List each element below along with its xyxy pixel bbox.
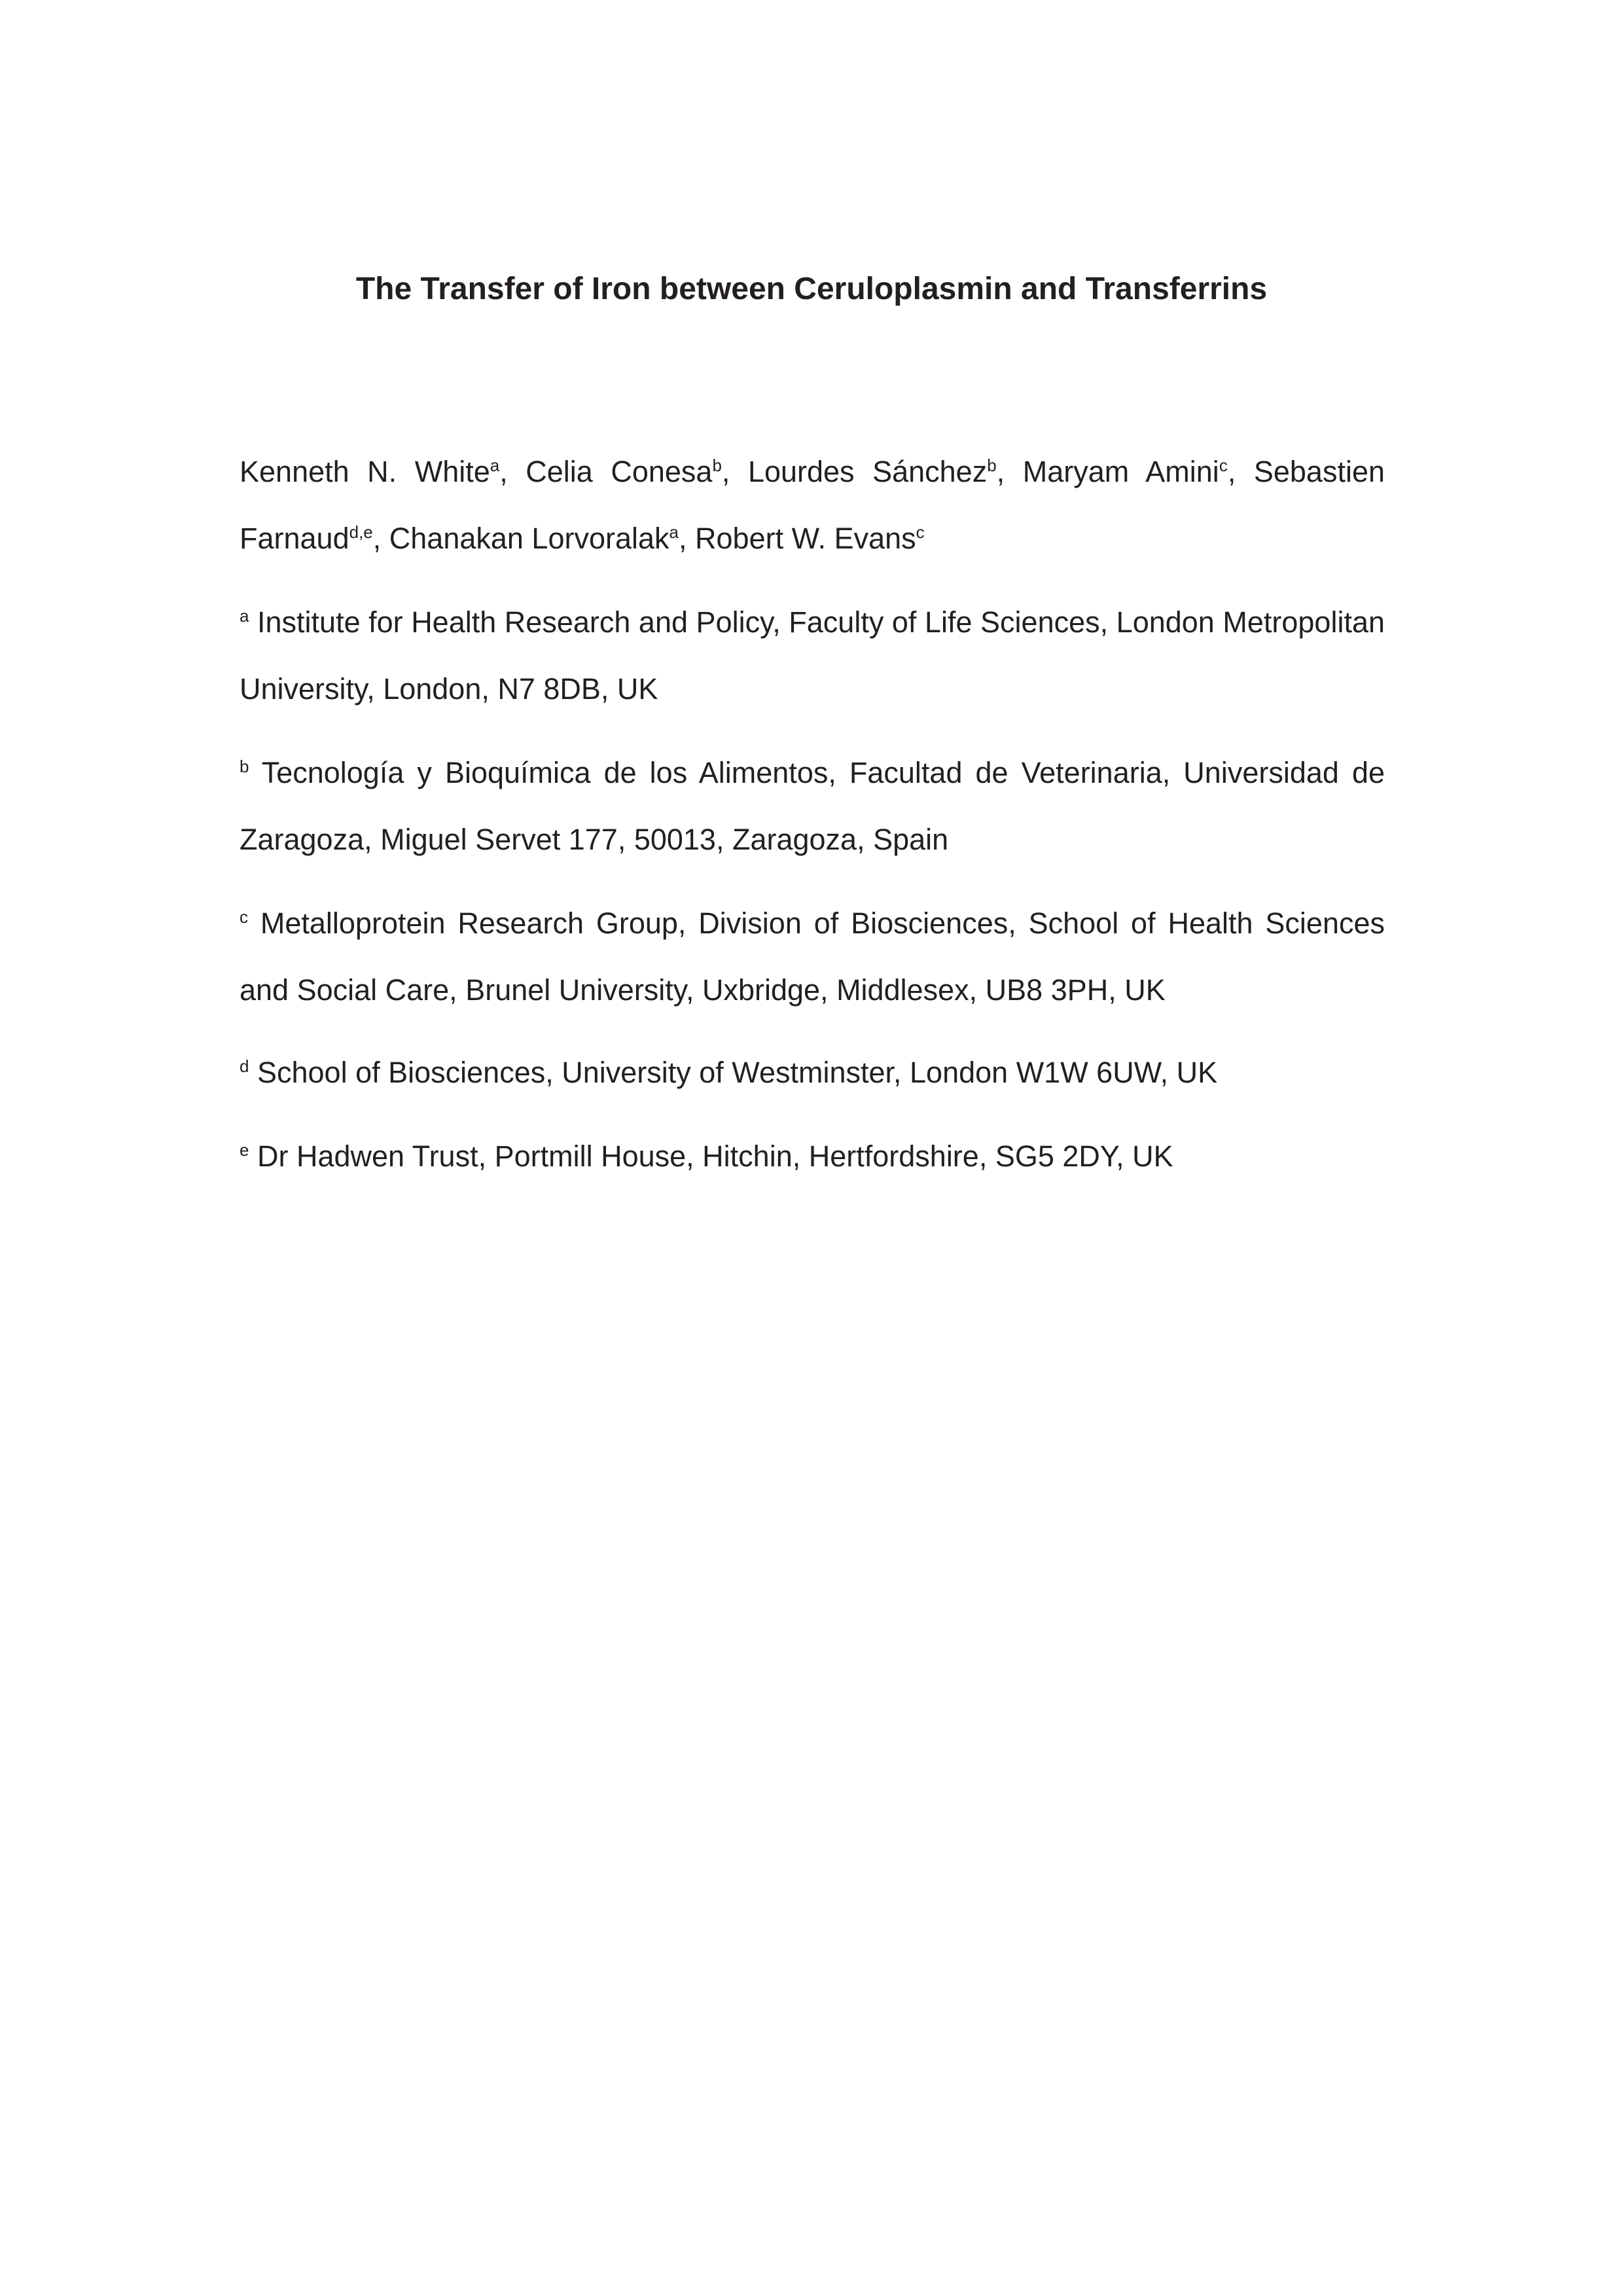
author-name: , Robert W. Evans xyxy=(679,522,916,555)
affiliation-marker: d xyxy=(240,1056,249,1076)
author-name: , Sebastien xyxy=(1227,455,1385,488)
affiliation-line: $^e$ Dr Hadwen Trust, Portmill House, Hitchin, Hertfordshire, SG5 2DY, UK xyxy=(240,1139,1173,1173)
author-line-2 xyxy=(240,505,1385,572)
author-name: , Lourdes Sánchez xyxy=(721,455,988,488)
affiliation-marker: a xyxy=(240,606,249,626)
affiliation-line: Zaragoza, Miguel Servet 177, 50013, Zaragoza, Spain xyxy=(240,823,949,856)
affiliation-e xyxy=(240,1123,1385,1190)
affiliation-marker: c xyxy=(240,907,248,927)
affiliation-line: and Social Care, Brunel University, Uxbridge, Middlesex, UB8 3PH, UK xyxy=(240,973,1166,1007)
affiliation-marker: e xyxy=(240,1140,249,1160)
paper-title: The Transfer of Iron between Ceruloplasmin and Transferrins xyxy=(355,272,1268,306)
affiliation-marker: c xyxy=(1219,456,1228,475)
author-list xyxy=(240,439,1385,572)
affiliation-d xyxy=(240,1039,1385,1106)
author-name: , Maryam Amini xyxy=(996,455,1219,488)
affiliation-b xyxy=(240,740,1385,873)
author-line-1 xyxy=(240,439,1385,505)
affiliation-c xyxy=(240,890,1385,1024)
affiliation-marker: b xyxy=(712,456,722,475)
affiliation-marker: a xyxy=(669,522,679,542)
affiliation-line: $^b$ Tecnología y Bioquímica de los Alimentos, Facultad de Veterinaria, Universidad de xyxy=(240,756,1385,789)
author-name: Farnaud xyxy=(240,522,349,555)
affiliation-line: $^d$ School of Biosciences, University of Westminster, London W1W 6UW, UK xyxy=(240,1056,1218,1089)
affiliation-line: University, London, N7 8DB, UK xyxy=(240,672,658,706)
affiliation-line: $^a$ Institute for Health Research and Policy, Faculty of Life Sciences, London Metropolitan xyxy=(240,605,1385,639)
affiliation-marker: b xyxy=(987,456,997,475)
author-name: , Celia Conesa xyxy=(499,455,713,488)
author-name: Kenneth N. White xyxy=(240,455,490,488)
affiliation-marker: b xyxy=(240,757,249,776)
affiliation-a xyxy=(240,589,1385,723)
affiliation-marker: a xyxy=(490,456,500,475)
affiliation-line: $^c$ Metalloprotein Research Group, Division of Biosciences, School of Health Sciences xyxy=(240,906,1385,940)
author-name: , Chanakan Lorvoralak xyxy=(372,522,669,555)
affiliation-marker: c xyxy=(916,522,925,542)
affiliation-marker: d,e xyxy=(349,522,373,542)
